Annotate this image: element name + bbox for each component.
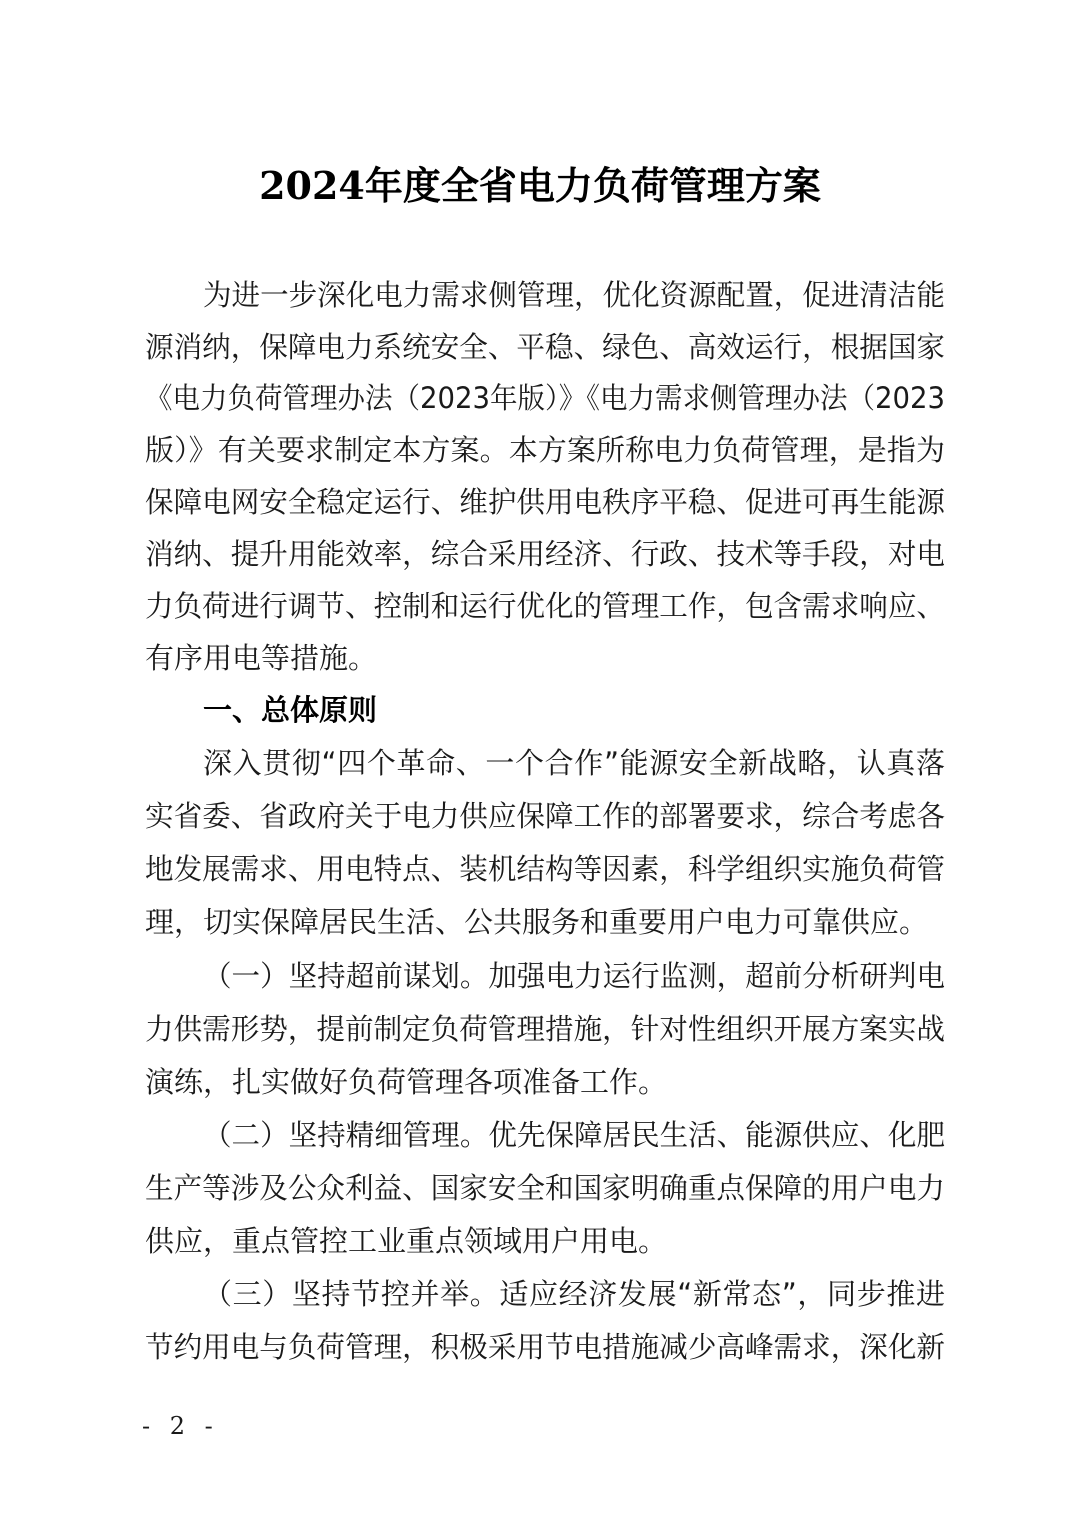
intro-line-2: 源消纳，保障电力系统安全、平稳、绿色、高效运行，根据国家 <box>145 330 945 364</box>
intro-line-1: 为进一步深化电力需求侧管理，优化资源配置，促进清洁能 <box>203 278 945 312</box>
item-2-line-3: 供应，重点管控工业重点领域用户用电。 <box>145 1224 668 1258</box>
item-3-line-2: 节约用电与负荷管理，积极采用节电措施减少高峰需求，深化新 <box>145 1330 945 1364</box>
item-1-line-3: 演练，扎实做好负荷管理各项准备工作。 <box>145 1065 668 1099</box>
page-number: - 2 - <box>142 1412 219 1440</box>
intro-line-4: 版）》有关要求制定本方案。本方案所称电力负荷管理，是指为 <box>145 433 945 467</box>
intro-line-7: 力负荷进行调节、控制和运行优化的管理工作，包含需求响应、 <box>145 589 945 623</box>
intro-line-3: 《电力负荷管理办法（2023年版）》《电力需求侧管理办法（2023 <box>145 381 945 415</box>
item-1-line-2: 力供需形势，提前制定负荷管理措施，针对性组织开展方案实战 <box>145 1012 945 1046</box>
item-2-line-2: 生产等涉及公众利益、国家安全和国家明确重点保障的用户电力 <box>145 1171 945 1205</box>
principles-line-3: 地发展需求、用电特点、装机结构等因素，科学组织实施负荷管 <box>145 852 945 886</box>
principles-line-1: 深入贯彻“四个革命、一个合作”能源安全新战略，认真落 <box>203 746 945 780</box>
item-3-line-1: （三）坚持节控并举。适应经济发展“新常态”，同步推进 <box>203 1277 945 1311</box>
document-title: 2024年度全省电力负荷管理方案 <box>259 163 821 208</box>
intro-line-6: 消纳、提升用能效率，综合采用经济、行政、技术等手段，对电 <box>145 537 945 571</box>
item-2-line-1: （二）坚持精细管理。优先保障居民生活、能源供应、化肥 <box>203 1118 945 1152</box>
item-1-line-1: （一）坚持超前谋划。加强电力运行监测，超前分析研判电 <box>203 959 945 993</box>
intro-line-5: 保障电网安全稳定运行、维护供用电秩序平稳、促进可再生能源 <box>145 485 945 519</box>
principles-line-2: 实省委、省政府关于电力供应保障工作的部署要求，综合考虑各 <box>145 799 945 833</box>
intro-line-8: 有序用电等措施。 <box>145 641 378 675</box>
section-heading-general-principles: 一、总体原则 <box>203 693 378 727</box>
principles-line-4: 理，切实保障居民生活、公共服务和重要用户电力可靠供应。 <box>145 905 929 939</box>
